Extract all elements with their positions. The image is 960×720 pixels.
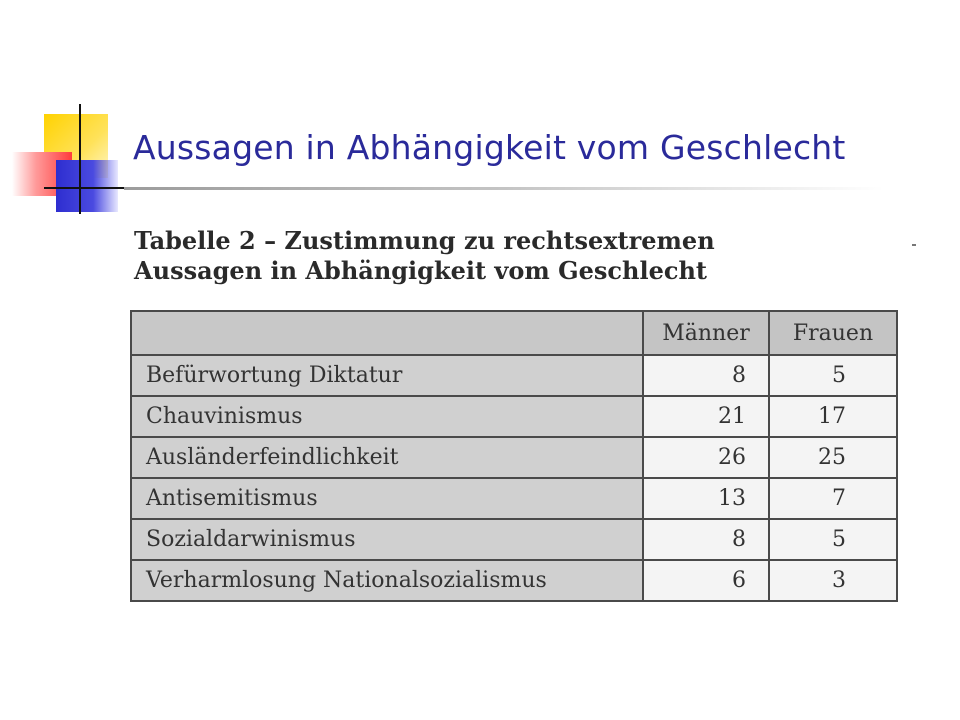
value-frauen: 7	[769, 478, 897, 519]
row-label: Chauvinismus	[131, 396, 643, 437]
value-frauen: 17	[769, 396, 897, 437]
caption-line-2: Aussagen in Abhängigkeit vom Geschlecht	[134, 256, 707, 285]
logo-blue-square	[56, 160, 118, 212]
value-maenner: 21	[643, 396, 769, 437]
data-table	[130, 310, 898, 602]
value-frauen: 5	[769, 355, 897, 396]
table-row	[131, 478, 897, 519]
header-blank-cell	[131, 311, 643, 355]
table-row	[131, 396, 897, 437]
logo-horizontal-line	[44, 187, 124, 189]
colored-squares-logo-icon	[0, 0, 140, 230]
header-maenner: Männer	[643, 311, 769, 355]
logo-vertical-line	[79, 104, 81, 214]
table-row	[131, 560, 897, 601]
table-caption	[134, 226, 834, 286]
scan-speck	[912, 244, 916, 246]
caption-line-1: Tabelle 2 – Zustimmung zu rechtsextremen	[134, 226, 715, 255]
table-row	[131, 355, 897, 396]
row-label: Verharmlosung Nationalsozialismus	[131, 560, 643, 601]
value-maenner: 8	[643, 355, 769, 396]
value-maenner: 13	[643, 478, 769, 519]
row-label: Sozialdarwinismus	[131, 519, 643, 560]
value-maenner: 8	[643, 519, 769, 560]
header-frauen: Frauen	[769, 311, 897, 355]
row-label: Befürwortung Diktatur	[131, 355, 643, 396]
slide-title: Aussagen in Abhängigkeit vom Geschlecht	[133, 128, 846, 167]
value-frauen: 25	[769, 437, 897, 478]
value-frauen: 5	[769, 519, 897, 560]
title-underline	[124, 187, 884, 190]
value-maenner: 26	[643, 437, 769, 478]
value-frauen: 3	[769, 560, 897, 601]
row-label: Antisemitismus	[131, 478, 643, 519]
value-maenner: 6	[643, 560, 769, 601]
table-header-row	[131, 311, 897, 355]
table-row	[131, 437, 897, 478]
row-label: Ausländerfeindlichkeit	[131, 437, 643, 478]
table-row	[131, 519, 897, 560]
